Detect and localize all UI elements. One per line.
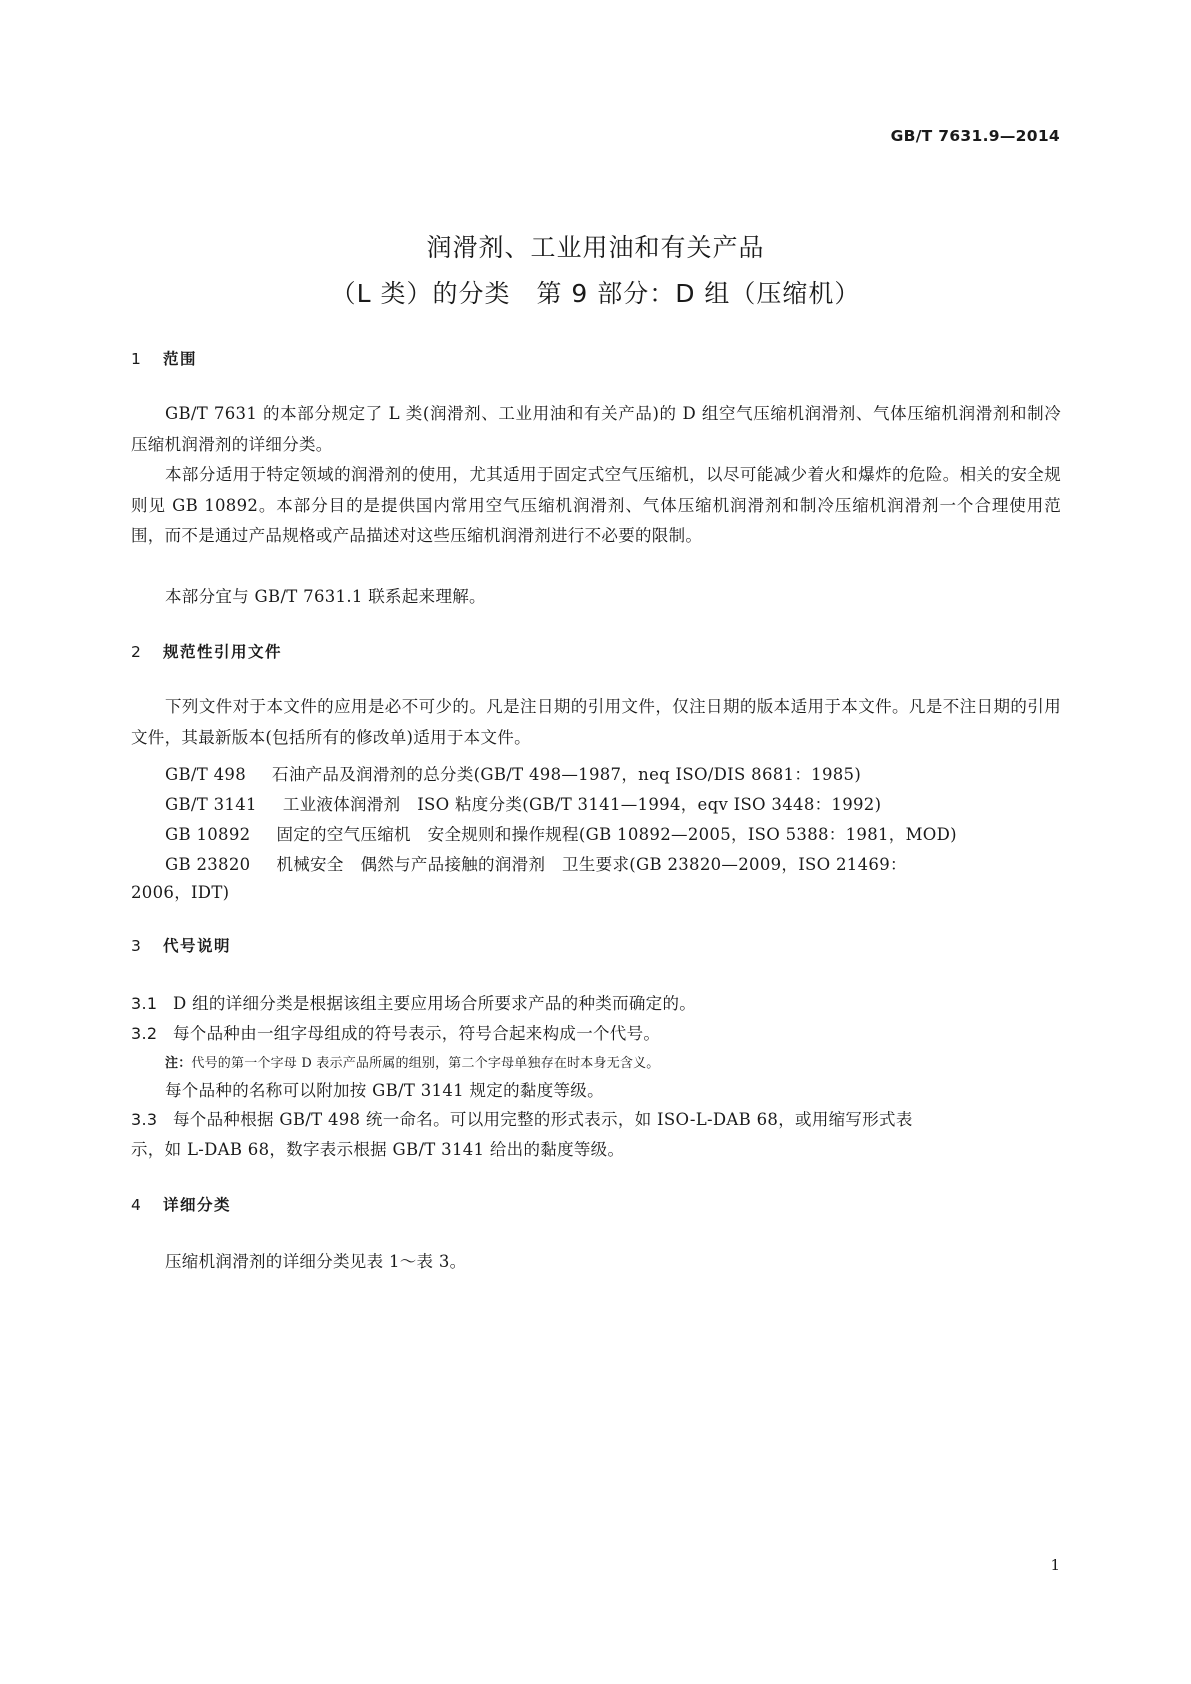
clause-3-2 xyxy=(131,1020,660,1044)
section-1-paragraph-3: 本部分宜与 GB/T 7631.1 联系起来理解。 xyxy=(165,587,486,606)
reference-code: GB/T 3141 xyxy=(165,795,257,814)
section-2-heading xyxy=(131,640,282,662)
reference-code: GB 10892 xyxy=(165,825,251,844)
section-1-heading xyxy=(131,347,197,369)
section-number: 2 xyxy=(131,643,141,661)
section-2-intro: 下列文件对于本文件的应用是必不可少的。凡是注日期的引用文件，仅注日期的版本适用于本文件。凡是不注日期的引用文件，其最新版本(包括所有的修改单)适用于本文件。 xyxy=(131,697,1061,747)
section-title: 代号说明 xyxy=(163,937,232,955)
note-text: 代号的第一个字母 D 表示产品所属的组别，第二个字母单独存在时本身无含义。 xyxy=(191,1056,660,1071)
clause-3-1 xyxy=(131,990,696,1014)
reference-continuation: 2006，IDT) xyxy=(131,883,230,902)
section-3-heading xyxy=(131,934,231,956)
section-number: 3 xyxy=(131,937,141,955)
page-number: 1 xyxy=(1050,1556,1060,1574)
clause-number: 3.3 xyxy=(131,1110,158,1129)
clause-3-3 xyxy=(131,1106,913,1130)
clause-text: 每个品种由一组字母组成的符号表示，符号合起来构成一个代号。 xyxy=(173,1024,661,1043)
reference-text: 固定的空气压缩机 安全规则和操作规程(GB 10892—2005，ISO 5388：1981，MOD) xyxy=(276,825,957,844)
section-4-heading xyxy=(131,1193,231,1215)
clause-number: 3.2 xyxy=(131,1024,158,1043)
standard-code: GB/T 7631.9—2014 xyxy=(890,127,1060,145)
clause-number: 3.1 xyxy=(131,994,158,1013)
clause-3-2-extra: 每个品种的名称可以附加按 GB/T 3141 规定的黏度等级。 xyxy=(165,1081,604,1100)
reference-code: GB/T 498 xyxy=(165,765,247,784)
section-title: 范围 xyxy=(163,350,198,368)
section-1-paragraph-1: GB/T 7631 的本部分规定了 L 类(润滑剂、工业用油和有关产品)的 D 组空气压缩机润滑剂、气体压缩机润滑剂和制冷压缩机润滑剂的详细分类。 xyxy=(131,404,1061,454)
reference-item xyxy=(165,761,861,785)
note xyxy=(165,1052,660,1071)
reference-text: 石油产品及润滑剂的总分类(GB/T 498—1987，neq ISO/DIS 8681：1985) xyxy=(272,765,862,784)
reference-text: 工业液体润滑剂 ISO 粘度分类(GB/T 3141—1994，eqv ISO 3448：1992) xyxy=(282,795,882,814)
note-label: 注： xyxy=(165,1056,192,1071)
document-title-line-1: 润滑剂、工业用油和有关产品 xyxy=(426,233,765,262)
section-title: 规范性引用文件 xyxy=(163,643,283,661)
clause-3-3-continuation: 示，如 L-DAB 68，数字表示根据 GB/T 3141 给出的黏度等级。 xyxy=(131,1140,625,1159)
document-title-line-2: （L 类）的分类 第 9 部分：D 组（压缩机） xyxy=(330,279,861,308)
reference-text: 机械安全 偶然与产品接触的润滑剂 卫生要求(GB 23820—2009，ISO 21469： xyxy=(276,855,907,874)
section-number: 1 xyxy=(131,350,141,368)
section-number: 4 xyxy=(131,1196,141,1214)
section-title: 详细分类 xyxy=(163,1196,232,1214)
reference-item xyxy=(165,821,957,845)
reference-item xyxy=(165,791,881,815)
clause-text: 每个品种根据 GB/T 498 统一命名。可以用完整的形式表示，如 ISO-L-DAB 68，或用缩写形式表 xyxy=(173,1110,913,1129)
clause-text: D 组的详细分类是根据该组主要应用场合所要求产品的种类而确定的。 xyxy=(173,994,697,1013)
section-4-paragraph: 压缩机润滑剂的详细分类见表 1～表 3。 xyxy=(165,1252,467,1271)
reference-code: GB 23820 xyxy=(165,855,251,874)
reference-item xyxy=(165,851,907,875)
section-1-paragraph-2: 本部分适用于特定领域的润滑剂的使用，尤其适用于固定式空气压缩机，以尽可能减少着火和爆炸的危险。相关的安全规则见 GB 10892。本部分目的是提供国内常用空气压缩机润滑剂、气体压缩机润滑剂和制冷压缩机润滑剂一个合理使用范围，而不是通过产品规格或产品描述对这些压缩机润滑剂进行不必要的限制。 xyxy=(131,465,1061,545)
